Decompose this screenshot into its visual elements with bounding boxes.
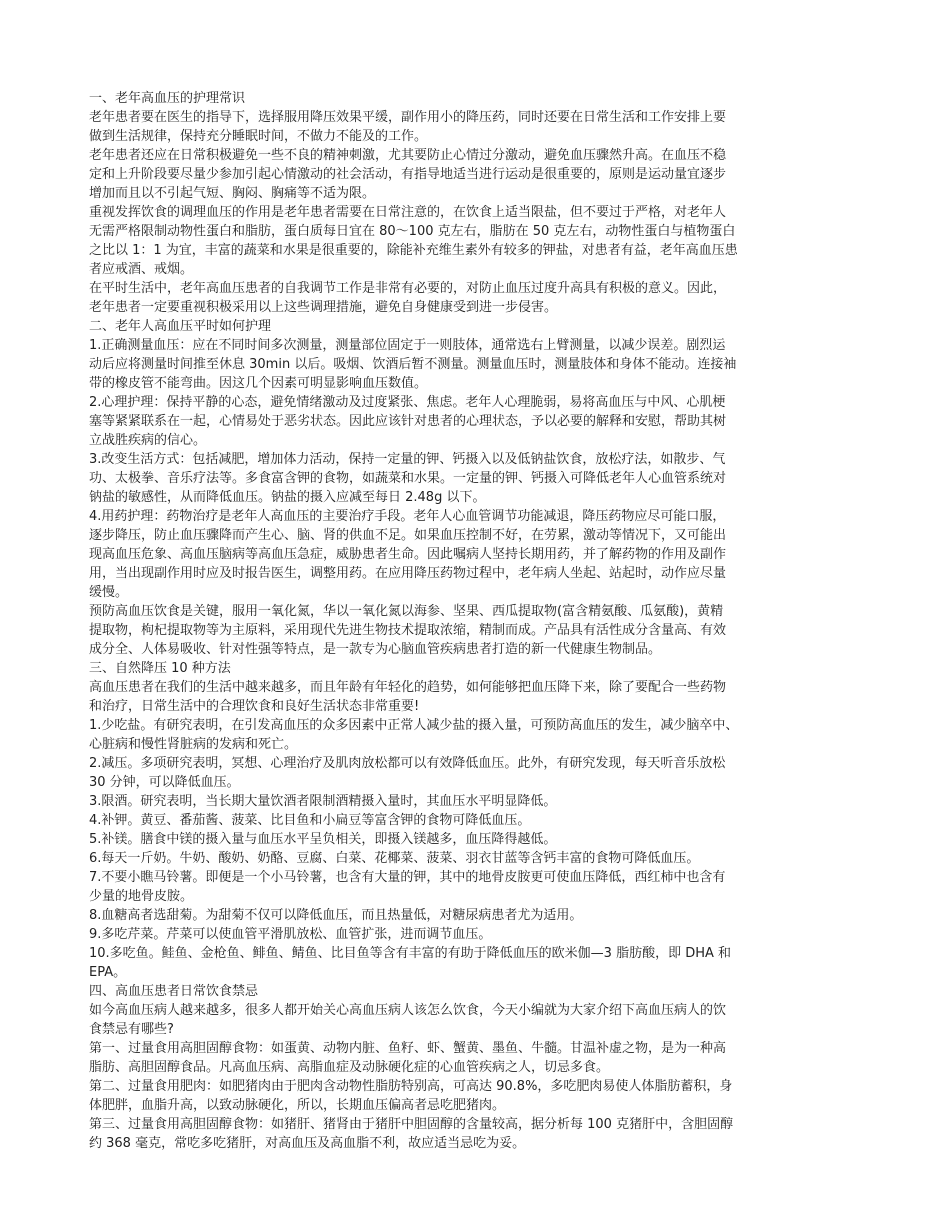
text-line: 增加而且以不引起气短、胸闷、胸痛等不适为限。 — [89, 186, 376, 201]
text-line: 者应戒酒、戒烟。 — [89, 262, 194, 277]
text-line: 3.改变生活方式：包括减肥，增加体力活动，保持一定量的钾、钙摄入以及低钠盐饮食，放松疗法，如散步、气 — [89, 452, 726, 467]
text-line: 第一、过量食用高胆固醇食物：如蛋黄、动物内脏、鱼籽、虾、蟹黄、墨鱼、牛髓。甘温补虚之物，是为一种高 — [89, 1041, 727, 1056]
text-line: 食禁忌有哪些? — [89, 1022, 174, 1037]
text-line: 少量的地骨皮胺。 — [89, 889, 194, 904]
text-line: 2.心理护理：保持平静的心态，避免情绪激动及过度紧张、焦虑。老年人心理脆弱，易将高血压与中风、心肌梗 — [89, 395, 726, 410]
text-line: 二、老年人高血压平时如何护理 — [89, 319, 272, 334]
text-line: 现高血压危象、高血压脑病等高血压急症，威胁患者生命。因此嘱病人坚持长期用药，并了解药物的作用及副作 — [89, 547, 727, 562]
text-line: 1.少吃盐。有研究表明，在引发高血压的众多因素中正常人减少盐的摄入量，可预防高血压的发生，减少脑卒中、 — [89, 718, 739, 733]
text-line: 5.补镁。膳食中镁的摄入量与血压水平呈负相关，即摄入镁越多，血压降得越低。 — [89, 832, 557, 847]
text-line: 定和上升阶段要尽量少参加引起心情激动的社会活动，有指导地适当进行运动是很重要的，原则是运动量宜逐步 — [89, 167, 727, 182]
text-line: 三、自然降压 10 种方法 — [89, 661, 231, 676]
text-line: 高血压患者在我们的生活中越来越多，而且年龄有年轻化的趋势，如何能够把血压降下来，除了要配合一些药物 — [89, 680, 727, 695]
text-line: 老年患者要在医生的指导下，选择服用降压效果平缓，副作用小的降压药，同时还要在日常生活和工作安排上要 — [89, 110, 727, 125]
text-line: 如今高血压病人越来越多，很多人都开始关心高血压病人该怎么饮食，今天小编就为大家介绍下高血压病人的饮 — [89, 1003, 727, 1018]
text-line: 10.多吃鱼。鲑鱼、金枪鱼、鲱鱼、鲭鱼、比目鱼等含有丰富的有助于降低血压的欧米伽—3 脂肪酸，即 DHA 和 — [89, 946, 732, 961]
text-line: 9.多吃芹菜。芹菜可以使血管平滑肌放松、血管扩张，进而调节血压。 — [89, 927, 492, 942]
text-line: 立战胜疾病的信心。 — [89, 433, 207, 448]
text-line: 做到生活规律，保持充分睡眠时间，不做力不能及的工作。 — [89, 129, 428, 144]
text-line: 功、太极拳、音乐疗法等。多食富含钾的食物，如蔬菜和水果。一定量的钾、钙摄入可降低老年人心血管系统对 — [89, 471, 727, 486]
text-line: 提取物，枸杞提取物等为主原料，采用现代先进生物技术提取浓缩，精制而成。产品具有活性成分含量高、有效 — [89, 623, 727, 638]
text-line: 塞等紧紧联系在一起，心情易处于恶劣状态。因此应该针对患者的心理状态，予以必要的解释和安慰，帮助其树 — [89, 414, 727, 429]
text-line: 成分全、人体易吸收、针对性强等特点，是一款专为心脑血管疾病患者打造的新一代健康生物制品。 — [89, 642, 662, 657]
text-line: 老年患者一定要重视积极采用以上这些调理措施，避免自身健康受到进一步侵害。 — [89, 300, 558, 315]
text-line: 缓慢。 — [89, 585, 129, 600]
text-line: 8.血糖高者选甜菊。为甜菊不仅可以降低血压，而且热量低，对糖尿病患者尤为适用。 — [89, 908, 583, 923]
text-line: 用，当出现副作用时应及时报告医生，调整用药。在应用降压药物过程中，老年病人坐起、站起时，动作应尽量 — [89, 566, 727, 581]
text-line: 4.补钾。黄豆、番茄酱、菠菜、比目鱼和小扁豆等富含钾的食物可降低血压。 — [89, 813, 531, 828]
text-line: 3.限酒。研究表明，当长期大量饮酒者限制酒精摄入量时，其血压水平明显降低。 — [89, 794, 557, 809]
text-line: 第三、过量食用高胆固醇食物：如猪肝、猪肾由于猪肝中胆固醇的含量较高，据分析每 100 克猪肝中，含胆固醇 — [89, 1117, 734, 1132]
text-line: 体肥胖，血脂升高，以致动脉硬化，所以，长期血压偏高者忌吃肥猪肉。 — [89, 1098, 506, 1113]
text-line: 第二、过量食用肥肉：如肥猪肉由于肥肉含动物性脂肪特别高，可高达 90.8%，多吃肥肉易使人体脂肪蓄积，身 — [89, 1079, 733, 1094]
text-line: 老年患者还应在日常积极避免一些不良的精神刺激，尤其要防止心情过分激动，避免血压骤然升高。在血压不稳 — [89, 148, 727, 163]
text-line: 预防高血压饮食是关键，服用一氧化氮，华以一氧化氮以海参、坚果、西瓜提取物(富含精氨酸、瓜氨酸)，黄精 — [89, 604, 724, 619]
text-line: 重视发挥饮食的调理血压的作用是老年患者需要在日常注意的，在饮食上适当限盐，但不要过于严格，对老年人 — [89, 205, 727, 220]
text-line: 7.不要小瞧马铃薯。即便是一个小马铃薯，也含有大量的钾，其中的地骨皮胺更可使血压降低，西红柿中也含有 — [89, 870, 726, 885]
text-line: 一、老年高血压的护理常识 — [89, 91, 246, 106]
text-line: 6.每天一斤奶。牛奶、酸奶、奶酪、豆腐、白菜、花椰菜、菠菜、羽衣甘蓝等含钙丰富的食物可降低血压。 — [89, 851, 700, 866]
text-line: 和治疗，日常生活中的合理饮食和良好生活状态非常重要! — [89, 699, 420, 714]
text-line: 逐步降压，防止血压骤降而产生心、脑、肾的供血不足。如果血压控制不好，在劳累，激动等情况下，又可能出 — [89, 528, 727, 543]
text-line: 之比以 1：1 为宜，丰富的蔬菜和水果是很重要的，除能补充维生素外有较多的钾盐，对患者有益，老年高血压患 — [89, 243, 738, 258]
text-line: 无需严格限制动物性蛋白和脂肪，蛋白质每日宜在 80～100 克左右，脂肪在 50 克左右，动物性蛋白与植物蛋白 — [89, 224, 736, 239]
text-line: 30 分钟，可以降低血压。 — [89, 775, 240, 790]
text-line: 2.减压。多项研究表明，冥想、心理治疗及肌肉放松都可以有效降低血压。此外，有研究发现，每天听音乐放松 — [89, 756, 726, 771]
text-line: 1.正确测量血压：应在不同时间多次测量，测量部位固定于一则肢体，通常选右上臂测量，以减少误差。剧烈运 — [89, 338, 726, 353]
text-line: 心脏病和慢性肾脏病的发病和死亡。 — [89, 737, 298, 752]
text-line: 钠盐的敏感性，从而降低血压。钠盐的摄入应减至每日 2.48g 以下。 — [89, 490, 486, 505]
text-line: 在平时生活中，老年高血压患者的自我调节工作是非常有必要的，对防止血压过度升高具有积极的意义。因此， — [89, 281, 727, 296]
text-line: 四、高血压患者日常饮食禁忌 — [89, 984, 259, 999]
text-line: 约 368 毫克，常吃多吃猪肝，对高血压及高血脂不利，故应适当忌吃为妥。 — [89, 1136, 526, 1151]
text-line: EPA。 — [89, 965, 127, 980]
document-page — [89, 89, 861, 1153]
text-line: 动后应将测量时间推至休息 30min 以后。吸烟、饮酒后暂不测量。测量血压时，测量肢体和身体不能动。连接袖 — [89, 357, 737, 372]
text-line: 脂肪、高胆固醇食品。凡高血压病、高脂血症及动脉硬化症的心血管疾病之人，切忌多食。 — [89, 1060, 610, 1075]
text-line: 带的橡皮管不能弯曲。因这几个因素可明显影响血压数值。 — [89, 376, 428, 391]
text-line: 4.用药护理：药物治疗是老年人高血压的主要治疗手段。老年人心血管调节功能减退，降压药物应尽可能口服， — [89, 509, 726, 524]
